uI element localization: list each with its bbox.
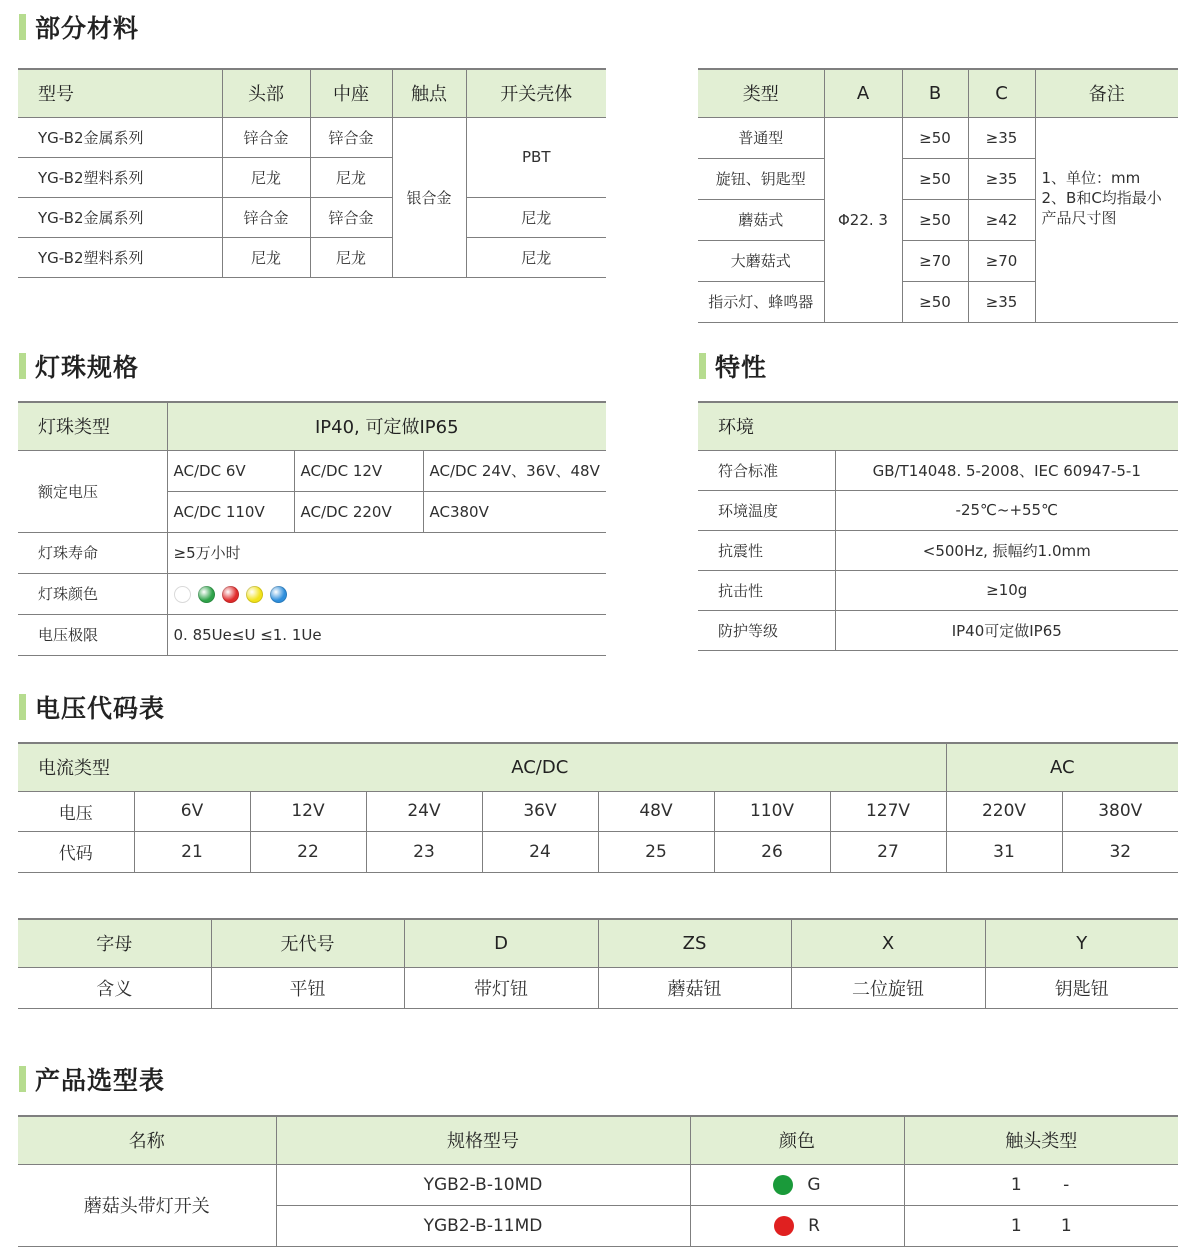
header-letter: 字母 [18, 919, 211, 967]
cell-b: ≥50 [902, 158, 968, 199]
header-bead-type: 灯珠类型 [18, 402, 167, 450]
cell-base: 锌合金 [310, 197, 392, 237]
cell-code: 25 [598, 831, 714, 872]
color-dot-icon [198, 586, 215, 603]
bead-spec-table [18, 401, 606, 656]
cell-label: 符合标准 [698, 450, 835, 490]
cell-voltage: 24V [366, 791, 482, 831]
header-model: 型号 [18, 69, 222, 117]
contact-value: 1 [1010, 1215, 1022, 1236]
note-line: 1、单位：mm [1041, 168, 1141, 187]
header-name: 名称 [18, 1116, 276, 1164]
cell-model: YG-B2金属系列 [18, 117, 222, 157]
header-c: C [968, 69, 1035, 117]
cell-voltage: 6V [134, 791, 250, 831]
cell-b: ≥50 [902, 281, 968, 322]
title-bar-icon [699, 353, 706, 379]
header-current-type: 电流类型 [18, 743, 134, 791]
cell-notes [1035, 117, 1178, 322]
cell-life: ≥5万小时 [167, 532, 606, 573]
header-zs: ZS [598, 919, 791, 967]
cell-type: 大蘑菇式 [698, 240, 824, 281]
letter-table [18, 918, 1178, 1009]
header-acdc: AC/DC [134, 743, 946, 791]
cell-a-value: Φ22. 3 [824, 117, 902, 322]
cell-shell: 尼龙 [466, 197, 606, 237]
cell-meaning: 含义 [18, 967, 211, 1008]
cell-label: 环境温度 [698, 490, 835, 530]
cell-type: 普通型 [698, 117, 824, 158]
cell-c: ≥35 [968, 158, 1035, 199]
cell-product-name: 蘑菇头带灯开关 [18, 1164, 276, 1246]
header-d: D [404, 919, 598, 967]
header-y: Y [985, 919, 1178, 967]
label-voltage: 电压 [18, 791, 134, 831]
cell-voltage: AC380V [423, 491, 606, 532]
cell-colors [167, 573, 606, 614]
cell-code: 24 [482, 831, 598, 872]
cell-model: YG-B2金属系列 [18, 197, 222, 237]
header-shell: 开关壳体 [466, 69, 606, 117]
contact-value: 1 [1010, 1174, 1022, 1195]
cell-head: 锌合金 [222, 117, 310, 157]
cell-head: 锌合金 [222, 197, 310, 237]
note-line: 产品尺寸图 [1041, 208, 1117, 227]
cell-type: 指示灯、蜂鸣器 [698, 281, 824, 322]
color-dot-icon [222, 586, 239, 603]
contact-value: 1 [1060, 1215, 1072, 1236]
title-bar-icon [19, 1066, 26, 1092]
table-row [698, 490, 1178, 530]
cell-b: ≥50 [902, 199, 968, 240]
cell-limit: 0. 85Ue≤U ≤1. 1Ue [167, 614, 606, 655]
cell-meaning: 带灯钮 [404, 967, 598, 1008]
red-dot-icon [774, 1216, 794, 1236]
note-line: 2、B和C均指最小 [1041, 188, 1162, 207]
label-life: 灯珠寿命 [18, 532, 167, 573]
dims-table [698, 68, 1178, 323]
cell-voltage: AC/DC 110V [167, 491, 294, 532]
table-row [18, 532, 606, 573]
header-type: 类型 [698, 69, 824, 117]
cell-code: 31 [946, 831, 1062, 872]
cell-color [690, 1164, 904, 1205]
table-row [698, 570, 1178, 610]
header-head: 头部 [222, 69, 310, 117]
green-dot-icon [773, 1175, 793, 1195]
section-title-voltage-code: 电压代码表 [19, 692, 165, 722]
cell-contact-type [904, 1205, 1178, 1246]
cell-type: 蘑菇式 [698, 199, 824, 240]
label-rated-voltage: 额定电压 [18, 450, 167, 532]
materials-table [18, 68, 606, 278]
cell-voltage: AC/DC 12V [294, 450, 423, 491]
cell-voltage: AC/DC 6V [167, 450, 294, 491]
contact-value: - [1063, 1174, 1070, 1195]
cell-contact-type [904, 1164, 1178, 1205]
table-row [18, 197, 606, 237]
cell-code: 26 [714, 831, 830, 872]
table-row [18, 117, 606, 157]
cell-type: 旋钮、钥匙型 [698, 158, 824, 199]
cell-value: <500Hz, 振幅约1.0mm [835, 530, 1178, 570]
header-ac: AC [946, 743, 1178, 791]
cell-meaning: 二位旋钮 [791, 967, 985, 1008]
cell-c: ≥35 [968, 281, 1035, 322]
table-row [18, 614, 606, 655]
cell-code: 32 [1062, 831, 1178, 872]
cell-head: 尼龙 [222, 157, 310, 197]
cell-base: 锌合金 [310, 117, 392, 157]
color-code: G [807, 1174, 821, 1195]
header-base: 中座 [310, 69, 392, 117]
cell-meaning: 平钮 [211, 967, 404, 1008]
header-no-code: 无代号 [211, 919, 404, 967]
cell-value: GB/T14048. 5-2008、IEC 60947-5-1 [835, 450, 1178, 490]
title-bar-icon [19, 353, 26, 379]
cell-voltage: 48V [598, 791, 714, 831]
section-title-materials: 部分材料 [19, 12, 139, 42]
cell-code: 23 [366, 831, 482, 872]
color-dot-icon [270, 586, 287, 603]
cell-voltage: AC/DC 220V [294, 491, 423, 532]
cell-label: 防护等级 [698, 610, 835, 650]
cell-shell: 尼龙 [466, 237, 606, 277]
table-row [18, 573, 606, 614]
cell-c: ≥70 [968, 240, 1035, 281]
table-row [698, 450, 1178, 490]
cell-shell: PBT [466, 117, 606, 197]
cell-c: ≥35 [968, 117, 1035, 158]
cell-model: YG-B2塑料系列 [18, 237, 222, 277]
voltage-code-table [18, 742, 1178, 873]
cell-base: 尼龙 [310, 237, 392, 277]
section-title-selection: 产品选型表 [19, 1064, 165, 1094]
color-dot-icon [246, 586, 263, 603]
section-title-bead-spec: 灯珠规格 [19, 351, 139, 381]
cell-b: ≥70 [902, 240, 968, 281]
header-a: A [824, 69, 902, 117]
cell-voltage: 12V [250, 791, 366, 831]
selection-table [18, 1115, 1178, 1247]
header-ip-rating: IP40, 可定做IP65 [167, 402, 606, 450]
cell-voltage: 220V [946, 791, 1062, 831]
cell-value: IP40可定做IP65 [835, 610, 1178, 650]
table-row [18, 831, 1178, 872]
color-code: R [808, 1215, 820, 1236]
header-contact: 触点 [392, 69, 466, 117]
cell-model: YGB2-B-10MD [276, 1164, 690, 1205]
section-title-features: 特性 [699, 351, 767, 381]
cell-head: 尼龙 [222, 237, 310, 277]
table-row [18, 967, 1178, 1008]
header-contact-type: 触头类型 [904, 1116, 1178, 1164]
cell-model: YGB2-B-11MD [276, 1205, 690, 1246]
header-x: X [791, 919, 985, 967]
table-row [18, 1164, 1178, 1205]
cell-value: -25℃~+55℃ [835, 490, 1178, 530]
cell-voltage: 36V [482, 791, 598, 831]
table-row [18, 450, 606, 491]
cell-b: ≥50 [902, 117, 968, 158]
table-row [698, 117, 1178, 158]
header-notes: 备注 [1035, 69, 1178, 117]
cell-voltage: 380V [1062, 791, 1178, 831]
cell-contact: 银合金 [392, 117, 466, 277]
table-row [698, 610, 1178, 650]
cell-voltage: AC/DC 24V、36V、48V [423, 450, 606, 491]
cell-c: ≥42 [968, 199, 1035, 240]
cell-meaning: 钥匙钮 [985, 967, 1178, 1008]
header-model: 规格型号 [276, 1116, 690, 1164]
cell-value: ≥10g [835, 570, 1178, 610]
header-b: B [902, 69, 968, 117]
cell-code: 21 [134, 831, 250, 872]
cell-meaning: 蘑菇钮 [598, 967, 791, 1008]
label-limit: 电压极限 [18, 614, 167, 655]
cell-voltage: 110V [714, 791, 830, 831]
cell-color [690, 1205, 904, 1246]
cell-base: 尼龙 [310, 157, 392, 197]
features-table [698, 401, 1178, 651]
label-color: 灯珠颜色 [18, 573, 167, 614]
cell-code: 22 [250, 831, 366, 872]
cell-model: YG-B2塑料系列 [18, 157, 222, 197]
cell-code: 27 [830, 831, 946, 872]
color-dot-icon [174, 586, 191, 603]
table-row [18, 237, 606, 277]
label-code: 代码 [18, 831, 134, 872]
header-environment: 环境 [698, 402, 1178, 450]
table-row [698, 530, 1178, 570]
title-bar-icon [19, 14, 26, 40]
title-bar-icon [19, 694, 26, 720]
table-row [18, 791, 1178, 831]
cell-label: 抗震性 [698, 530, 835, 570]
header-color: 颜色 [690, 1116, 904, 1164]
cell-voltage: 127V [830, 791, 946, 831]
cell-label: 抗击性 [698, 570, 835, 610]
